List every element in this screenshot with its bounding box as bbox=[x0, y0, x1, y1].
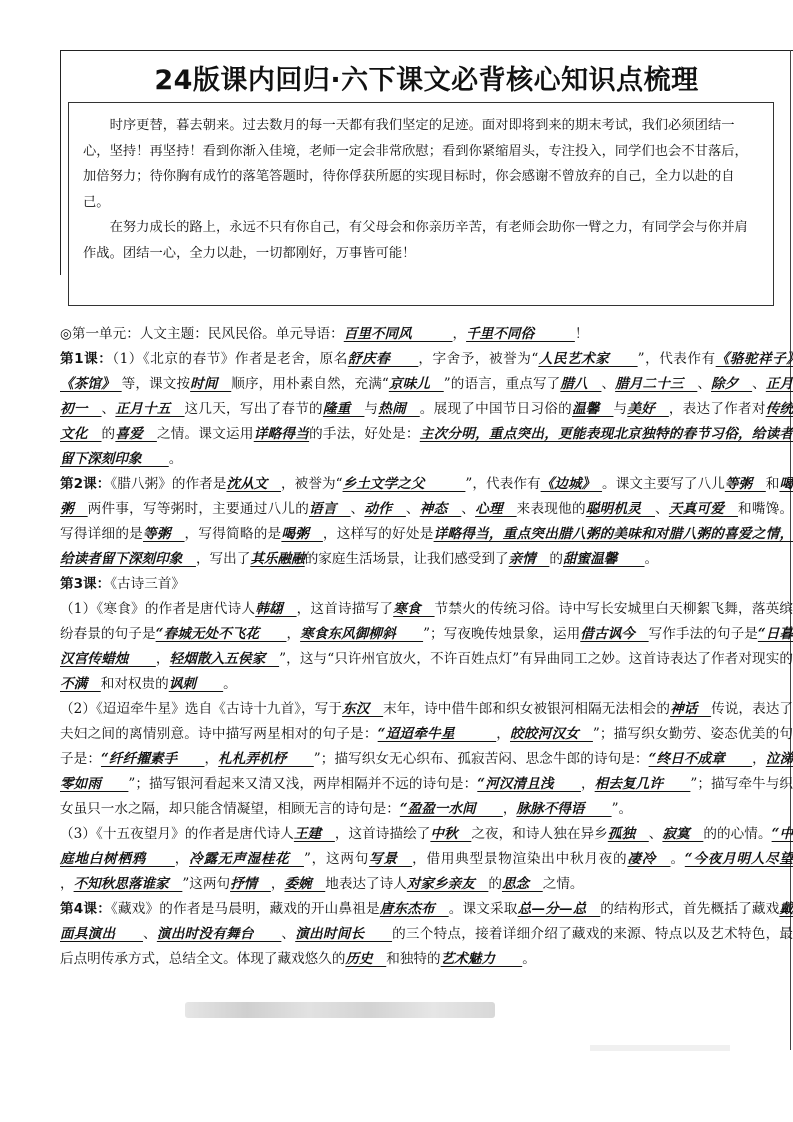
body-text: 的 bbox=[488, 876, 502, 892]
answer-text: 舒庆春 bbox=[347, 351, 419, 367]
answer-text: 百里不同风 bbox=[343, 326, 453, 342]
body-text: （3）《十五夜望月》的作者是唐代诗人 bbox=[60, 826, 294, 842]
body-text: 。 bbox=[670, 851, 685, 867]
body-text: ， bbox=[452, 326, 467, 342]
body-text: 的的心情。 bbox=[703, 826, 772, 842]
answer-text: 聪明机灵 bbox=[585, 501, 655, 517]
answer-text: 心理 bbox=[475, 501, 517, 517]
body-text: 之情。课文运用 bbox=[156, 426, 254, 442]
answer-text: 寒食东风御柳斜 bbox=[300, 626, 424, 642]
body-text: ”；描写织女无心织布、孤寂苦闷、思念牛郎的诗句是： bbox=[313, 751, 649, 767]
body-text: ， bbox=[502, 801, 517, 817]
answer-text: 千里不同俗 bbox=[466, 326, 575, 342]
answer-text: 其乐融融 bbox=[250, 551, 305, 567]
body-text: 的 bbox=[549, 551, 563, 567]
body-text: 的 bbox=[101, 426, 116, 442]
content-paragraph bbox=[60, 897, 793, 972]
answer-text: 不知秋思落谁家 bbox=[73, 876, 183, 892]
body-text: 。 bbox=[223, 676, 237, 692]
content-paragraph bbox=[60, 472, 793, 572]
answer-text: 喜爱 bbox=[115, 426, 157, 442]
body-text: 、 bbox=[281, 926, 296, 942]
answer-text: 寂寞 bbox=[662, 826, 704, 842]
body-text: ， bbox=[580, 776, 595, 792]
body-text: 《古诗三首》 bbox=[110, 576, 186, 592]
answer-text: 东汉 bbox=[342, 701, 384, 717]
answer-text: “河汉清且浅 bbox=[477, 776, 581, 792]
body-text: ”；描写织女勤劳、姿态优美的句子是： bbox=[60, 726, 793, 767]
answer-text: 主次分明，重点突出，更能表现北京独特的春节习俗，给读者留下深刻印象 bbox=[60, 426, 793, 467]
intro-paragraph: 在努力成长的路上，永远不只有你自己，有父母会和你亲历辛苦，有老师会助你一臂之力，有同学会与你并肩作战。团结一心，全力以赴，一切都刚好，万事皆可能！ bbox=[83, 220, 748, 261]
answer-text: 热闹 bbox=[378, 401, 420, 417]
body-text: ， bbox=[60, 876, 74, 892]
answer-text: 中秋 bbox=[430, 826, 472, 842]
body-text: ， bbox=[155, 651, 170, 667]
answer-text: 轻烟散入五侯家 bbox=[169, 651, 280, 667]
body-text: 来表现他的 bbox=[516, 501, 586, 517]
body-text: 的手法，好处是： bbox=[309, 426, 420, 442]
body-text: ◎第一单元：人文主题：民风民俗。单元导语： bbox=[60, 326, 344, 342]
answer-text: “纤纤擢素手 bbox=[100, 751, 205, 767]
answer-text: 亲情 bbox=[508, 551, 550, 567]
answer-text: “盈盈一水间 bbox=[399, 801, 503, 817]
body-text: ”，这两句 bbox=[303, 851, 370, 867]
body-text: ”；描写银河看起来又清又浅，两岸相隔并不远的诗句是： bbox=[128, 776, 478, 792]
answer-text: 唐东杰布 bbox=[379, 901, 449, 917]
body-text: 和 bbox=[765, 476, 780, 492]
answer-text: 戴面具演出 bbox=[60, 901, 793, 942]
answer-text: 时间 bbox=[190, 376, 232, 392]
body-text: 《腊八粥》的作者是 bbox=[110, 476, 227, 492]
body-text: ，字舍予，被誉为“ bbox=[418, 351, 539, 367]
answer-text: 《茶馆》 bbox=[60, 376, 122, 392]
answer-text: 孤独 bbox=[607, 826, 649, 842]
body-text: 。课文采取 bbox=[448, 901, 518, 917]
answer-text: 历史 bbox=[345, 951, 387, 967]
body-text: 之情。 bbox=[542, 876, 584, 892]
answer-text: 人民艺术家 bbox=[538, 351, 638, 367]
answer-text: 腊八 bbox=[560, 376, 602, 392]
answer-text: “日暮汉宫传蜡烛 bbox=[60, 626, 793, 667]
body-text: 、 bbox=[350, 501, 365, 517]
body-text: 、 bbox=[655, 501, 669, 517]
body-text: ， bbox=[270, 876, 285, 892]
knowledge-content bbox=[60, 322, 793, 972]
answer-text: 喝粥 bbox=[60, 476, 793, 517]
body-text: ”的语言，重点写了 bbox=[443, 376, 561, 392]
body-text: 的家庭生活场景，让我们感受到了 bbox=[304, 551, 509, 567]
body-text: ，写得简略的是 bbox=[184, 526, 282, 542]
body-text: 和独特的 bbox=[386, 951, 441, 967]
answer-text: 脉脉不得语 bbox=[516, 801, 612, 817]
body-text: ，被誉为“ bbox=[281, 476, 343, 492]
answer-text: 札札弄机杼 bbox=[218, 751, 314, 767]
blurred-footer-mark bbox=[590, 1045, 730, 1051]
answer-text: 甜蜜温馨 bbox=[562, 551, 645, 567]
answer-text: 对家乡亲友 bbox=[406, 876, 489, 892]
content-paragraph bbox=[60, 597, 793, 697]
body-text: 地表达了诗人 bbox=[325, 876, 407, 892]
answer-text: 演出时间长 bbox=[295, 926, 393, 942]
body-text: 与 bbox=[364, 401, 379, 417]
body-text: 等，课文按 bbox=[121, 376, 191, 392]
answer-text: 相去复几许 bbox=[594, 776, 691, 792]
page-title: 24版课内回归·六下课文必背核心知识点梳理 bbox=[154, 65, 699, 96]
answer-text: 正月初一 bbox=[60, 376, 793, 417]
answer-text: 韩翃 bbox=[255, 601, 297, 617]
answer-text: 艺术魅力 bbox=[440, 951, 523, 967]
answer-text: 皎皎河汉女 bbox=[510, 726, 593, 742]
body-text: ”；写夜晚传烛景象，运用 bbox=[423, 626, 581, 642]
answer-text: 不满 bbox=[60, 676, 101, 692]
answer-text: 京味儿 bbox=[388, 376, 444, 392]
answer-text: 抒情 bbox=[230, 876, 271, 892]
answer-text: 除夕 bbox=[711, 376, 753, 392]
answer-text: “迢迢牵牛星 bbox=[377, 726, 497, 742]
body-text: 。 bbox=[644, 551, 659, 567]
body-text: 、 bbox=[601, 376, 616, 392]
answer-text: 神话 bbox=[670, 701, 712, 717]
answer-text: 详略得当，重点突出腊八粥的美味和对腊八粥的喜爱之情，给读者留下深刻印象 bbox=[60, 526, 793, 567]
body-text: 、 bbox=[405, 501, 420, 517]
answer-text: 《骆驼祥子》 bbox=[715, 351, 793, 367]
answer-text: 《边城》 bbox=[540, 476, 603, 492]
body-text: （1）《寒食》的作者是唐代诗人 bbox=[60, 601, 256, 617]
body-text: ”，代表作有 bbox=[637, 351, 716, 367]
answer-text: 动作 bbox=[364, 501, 406, 517]
answer-text: “春城无处不飞花 bbox=[155, 626, 287, 642]
answer-text: “今夜月明人尽望 bbox=[684, 851, 793, 867]
body-text: 两件事，写等粥时，主要通过八儿的 bbox=[87, 501, 310, 517]
lesson-label: 第3课： bbox=[60, 576, 111, 592]
lesson-label: 第1课： bbox=[60, 351, 113, 367]
answer-text: 寒食 bbox=[393, 601, 435, 617]
content-paragraph bbox=[60, 697, 793, 822]
answer-text: 写景 bbox=[369, 851, 413, 867]
body-text: 、 bbox=[752, 376, 766, 392]
answer-text: 正月十五 bbox=[115, 401, 185, 417]
content-paragraph bbox=[60, 572, 793, 597]
document-page bbox=[60, 50, 793, 1050]
answer-text: 借古讽今 bbox=[580, 626, 649, 642]
body-text: 顺序，用朴素自然，充满“ bbox=[231, 376, 389, 392]
answer-text: 传统文化 bbox=[60, 401, 793, 442]
body-text: 、 bbox=[143, 926, 157, 942]
answer-text: 王建 bbox=[293, 826, 335, 842]
body-text: ， bbox=[752, 751, 766, 767]
body-text: ”，这与“只许州官放火，不许百姓点灯”有异曲同工之妙。这首诗表达了作者对现实的 bbox=[279, 651, 793, 667]
answer-text: 喝粥 bbox=[281, 526, 323, 542]
body-text: ，这首诗描绘了 bbox=[334, 826, 431, 842]
body-text: ， bbox=[174, 851, 190, 867]
body-text: ”这两句 bbox=[182, 876, 231, 892]
answer-text: 腊月二十三 bbox=[615, 376, 698, 392]
body-text: 和对权贵的 bbox=[100, 676, 169, 692]
body-text: 这几天，写出了春节的 bbox=[184, 401, 323, 417]
body-text: ，借用典型景物渲染出中秋月夜的 bbox=[412, 851, 628, 867]
answer-text: 等粥 bbox=[724, 476, 766, 492]
answer-text: 乡土文学之父 bbox=[342, 476, 466, 492]
body-text: ， bbox=[204, 751, 219, 767]
answer-text: “终日不成章 bbox=[648, 751, 753, 767]
body-text: 写作手法的句子是 bbox=[648, 626, 758, 642]
intro-box bbox=[68, 102, 774, 306]
lesson-label: 第2课： bbox=[60, 476, 111, 492]
body-text: ， bbox=[496, 726, 511, 742]
body-text: 的结构形式，首先概括了藏戏 bbox=[600, 901, 780, 917]
body-text: （1）《北京的春节》作者是老舍，原名 bbox=[112, 351, 348, 367]
answer-text: 沈从文 bbox=[226, 476, 282, 492]
body-text: 。 bbox=[522, 951, 536, 967]
body-text: 、 bbox=[697, 376, 712, 392]
body-text: 、 bbox=[648, 826, 663, 842]
body-text: ”。 bbox=[611, 801, 633, 817]
answer-text: 讽刺 bbox=[168, 676, 224, 692]
answer-text: 冷露无声湿桂花 bbox=[189, 851, 304, 867]
answer-text: 凄冷 bbox=[627, 851, 671, 867]
body-text: 传说，表达了夫妇之间的离情别意。诗中描写两星相对的句子是： bbox=[60, 701, 793, 742]
body-text: 《藏戏》的作者是马晨明，藏戏的开山鼻祖是 bbox=[110, 901, 380, 917]
body-text: 与 bbox=[613, 401, 628, 417]
answer-text: 演出时没有舞台 bbox=[156, 926, 282, 942]
body-text: ，这样写的好处是 bbox=[322, 526, 434, 542]
body-text: ，这首诗描写了 bbox=[296, 601, 394, 617]
body-text: ，写出了 bbox=[195, 551, 251, 567]
body-text: ”，代表作有 bbox=[465, 476, 541, 492]
answer-text: 语言 bbox=[309, 501, 351, 517]
answer-text: 隆重 bbox=[322, 401, 365, 417]
content-paragraph bbox=[60, 347, 793, 472]
body-text: ， bbox=[286, 626, 301, 642]
body-text: （2）《迢迢牵牛星》选自《古诗十九首》，写于 bbox=[60, 701, 343, 717]
answer-text: 委婉 bbox=[284, 876, 326, 892]
body-text: 。展现了中国节日习俗的 bbox=[419, 401, 572, 417]
body-text: ”；描写牵牛与织女虽只一水之隔，却只能含情凝望，相顾无言的诗句是： bbox=[60, 776, 793, 817]
body-text: 节禁火的传统习俗。诗中写长安城里白天柳絮飞舞，落英缤纷春景的句子是 bbox=[60, 601, 793, 642]
answer-text: 总—分—总 bbox=[517, 901, 601, 917]
answer-text: 美好 bbox=[627, 401, 669, 417]
answer-text: 天真可爱 bbox=[668, 501, 739, 517]
body-text: 之夜，和诗人独在异乡 bbox=[471, 826, 608, 842]
body-text: 。课文主要写了八儿 bbox=[602, 476, 725, 492]
answer-text: “中庭地白树栖鸦 bbox=[60, 826, 793, 867]
top-border bbox=[60, 50, 793, 51]
body-text: 末年，诗中借牛郎和织女被银河相隔无法相会的 bbox=[383, 701, 671, 717]
body-text: ，表达了作者对 bbox=[668, 401, 766, 417]
answer-text: 温馨 bbox=[571, 401, 614, 417]
blurred-footer bbox=[185, 1002, 495, 1018]
answer-text: 泣涕零如雨 bbox=[60, 751, 793, 792]
body-text: ！ bbox=[574, 326, 589, 342]
answer-text: 思念 bbox=[501, 876, 543, 892]
content-paragraph bbox=[60, 322, 793, 347]
answer-text: 详略得当 bbox=[253, 426, 310, 442]
body-text: 的三个特点，接着详细介绍了藏戏的来源、特点以及艺术特色，最后点明传承方式，总结全文。体现了藏戏悠久的 bbox=[60, 926, 793, 967]
body-text: 。 bbox=[168, 451, 183, 467]
content-paragraph bbox=[60, 822, 793, 897]
lesson-label: 第4课： bbox=[60, 901, 111, 917]
answer-text: 等粥 bbox=[143, 526, 185, 542]
body-text: 和嘴馋。写得详细的是 bbox=[60, 501, 793, 542]
body-text: 、 bbox=[101, 401, 116, 417]
answer-text: 神态 bbox=[419, 501, 462, 517]
intro-paragraph: 时序更替，暮去朝来。过去数月的每一天都有我们坚定的足迹。面对即将到来的期末考试，我们必须团结一心，坚持！再坚持！看到你渐入佳境，老师一定会非常欣慰；看到你紧缩眉头，专注投入，同学们也会不甘落后，加倍努力；待你胸有成竹的落笔答题时，待你俘获所愿的实现目标时，你会感谢不曾放弃的自己，全力以赴的自己。 bbox=[83, 118, 748, 210]
body-text: 、 bbox=[461, 501, 476, 517]
